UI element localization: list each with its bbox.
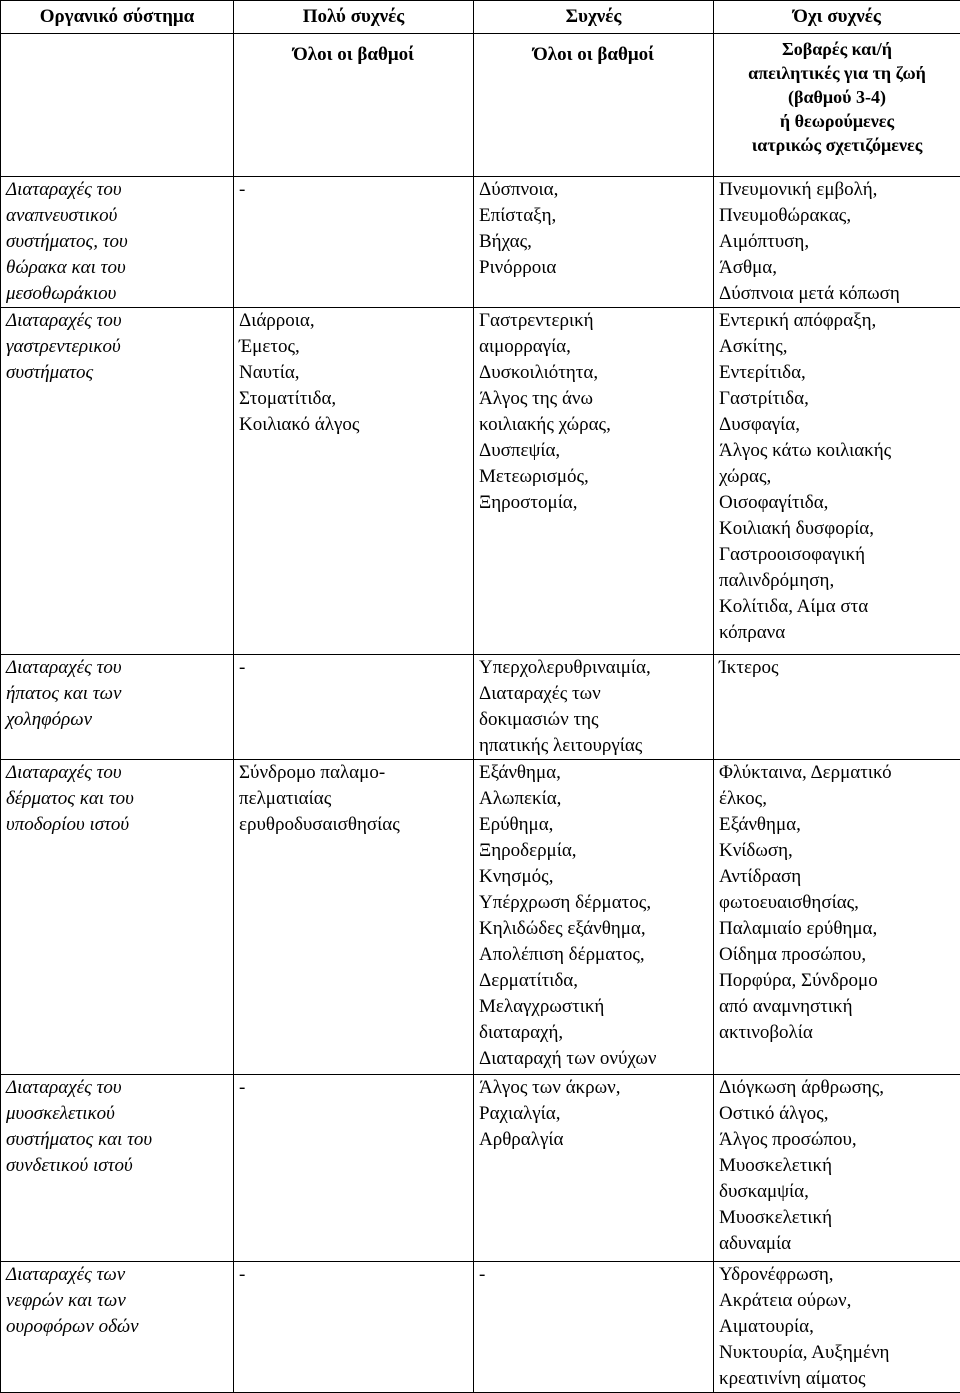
table-row: [1, 308, 960, 655]
uncommon-cell: Διόγκωση άρθρωσης, Οστικό άλγος, Άλγος προσώπου, Μυοσκελετική δυσκαμψία, Μυοσκελετική αδυναμία: [714, 1075, 960, 1262]
header-uncommon: Όχι συχνές: [714, 1, 960, 34]
very-common-cell: -: [234, 655, 474, 760]
uncommon-cell: Πνευμονική εμβολή, Πνευμοθώρακας, Αιμόπτυση, Άσθμα, Δύσπνοια μετά κόπωση: [714, 177, 960, 308]
very-common-cell: -: [234, 1262, 474, 1393]
header-common: Συχνές: [474, 1, 714, 34]
uncommon-cell: Φλύκταινα, Δερματικό έλκος, Εξάνθημα, Κνίδωση, Αντίδραση φωτοευαισθησίας, Παλαμιαίο ερύθημα, Οίδημα προσώπου, Πορφύρα, Σύνδρομο από αναμνηστική ακτινοβολία: [714, 760, 960, 1075]
subheader-uncommon: Σοβαρές και/ή απειλητικές για τη ζωή (βαθμού 3-4) ή θεωρούμενες ιατρικώς σχετιζόμενες: [714, 34, 960, 177]
table-row: [1, 1262, 960, 1393]
very-common-cell: -: [234, 177, 474, 308]
uncommon-cell: Υδρονέφρωση, Ακράτεια ούρων, Αιματουρία, Νυκτουρία, Αυξημένη κρεατινίνη αίματος: [714, 1262, 960, 1393]
organ-system-cell: Διαταραχές του αναπνευστικού συστήματος, του θώρακα και του μεσοθωράκιου: [1, 177, 234, 308]
subheader-row: [1, 34, 960, 177]
common-cell: Άλγος των άκρων, Ραχιαλγία, Αρθραλγία: [474, 1075, 714, 1262]
subheader-empty: [1, 34, 234, 177]
common-cell: Δύσπνοια, Επίσταξη, Βήχας, Ρινόρροια: [474, 177, 714, 308]
table-row: [1, 177, 960, 308]
common-cell: Εξάνθημα, Αλωπεκία, Ερύθημα, Ξηροδερμία, Κνησμός, Υπέρχρωση δέρματος, Κηλιδώδες εξάνθημα, Απολέπιση δέρματος, Δερματίτιδα, Μελαγχρωστική διαταραχή, Διαταραχή των ονύχων: [474, 760, 714, 1075]
table-row: [1, 1075, 960, 1262]
subheader-very-common: Όλοι οι βαθμοί: [234, 34, 474, 177]
very-common-cell: Διάρροια, Έμετος, Ναυτία, Στοματίτιδα, Κοιλιακό άλγος: [234, 308, 474, 655]
common-cell: -: [474, 1262, 714, 1393]
header-row: [1, 1, 960, 34]
organ-system-cell: Διαταραχές του γαστρεντερικού συστήματος: [1, 308, 234, 655]
common-cell: Γαστρεντερική αιμορραγία, Δυσκοιλιότητα, Άλγος της άνω κοιλιακής χώρας, Δυσπεψία, Μετεωρισμός, Ξηροστομία,: [474, 308, 714, 655]
header-very-common: Πολύ συχνές: [234, 1, 474, 34]
organ-system-cell: Διαταραχές του μυοσκελετικού συστήματος και του συνδετικού ιστού: [1, 1075, 234, 1262]
header-organ-system: Οργανικό σύστημα: [1, 1, 234, 34]
table-row: [1, 760, 960, 1075]
organ-system-cell: Διαταραχές του δέρματος και του υποδορίου ιστού: [1, 760, 234, 1075]
subheader-common: Όλοι οι βαθμοί: [474, 34, 714, 177]
organ-system-cell: Διαταραχές των νεφρών και των ουροφόρων οδών: [1, 1262, 234, 1393]
very-common-cell: -: [234, 1075, 474, 1262]
uncommon-cell: Ίκτερος: [714, 655, 960, 760]
very-common-cell: Σύνδρομο παλαμο- πελματιαίας ερυθροδυσαισθησίας: [234, 760, 474, 1075]
uncommon-cell: Εντερική απόφραξη, Ασκίτης, Εντερίτιδα, Γαστρίτιδα, Δυσφαγία, Άλγος κάτω κοιλιακής χώρας, Οισοφαγίτιδα, Κοιλιακή δυσφορία, Γαστροοισοφαγική παλινδρόμηση, Κολίτιδα, Αίμα στα κόπρανα: [714, 308, 960, 655]
common-cell: Υπερχολερυθριναιμία, Διαταραχές των δοκιμασιών της ηπατικής λειτουργίας: [474, 655, 714, 760]
table-row: [1, 655, 960, 760]
organ-system-cell: Διαταραχές του ήπατος και των χοληφόρων: [1, 655, 234, 760]
